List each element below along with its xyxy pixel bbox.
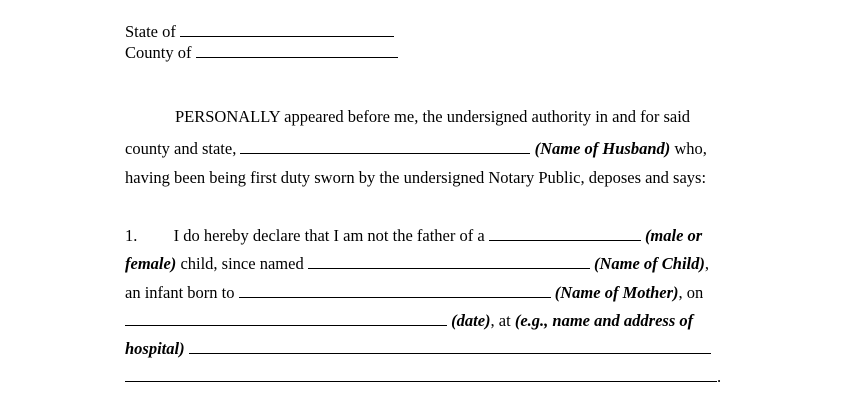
item-text-1a: I do hereby declare that I am not the father of a <box>173 226 485 245</box>
item-text-2d: , <box>704 254 709 273</box>
hospital-hint-1: (e.g., name and address of <box>514 311 694 330</box>
hospital-hint-2: hospital) <box>125 339 185 358</box>
county-line <box>125 43 398 63</box>
item-line-4 <box>125 311 693 331</box>
child-name-field[interactable] <box>308 254 590 269</box>
item-line-6 <box>125 367 721 387</box>
hospital-field-1[interactable] <box>189 339 711 354</box>
gender-hint-1: (male or <box>644 226 703 245</box>
gender-field[interactable] <box>489 226 641 241</box>
gender-hint-2: female) <box>125 254 177 273</box>
item-line-3 <box>125 283 703 303</box>
state-field[interactable] <box>180 22 394 37</box>
husband-name-hint: (Name of Husband) <box>534 139 671 158</box>
item-line-1 <box>125 226 702 246</box>
birth-date-field[interactable] <box>125 311 447 326</box>
item-text-3c: , on <box>678 283 704 302</box>
county-field[interactable] <box>196 43 398 58</box>
intro-line-2 <box>125 139 707 159</box>
item-number: 1. <box>125 226 138 245</box>
intro-text-2c: who, <box>674 139 707 158</box>
intro-text-3: having been being first duty sworn by the undersigned Notary Public, deposes and says: <box>125 168 707 187</box>
intro-text-1: PERSONALLY appeared before me, the undersigned authority in and for said <box>175 107 691 126</box>
state-line <box>125 22 394 42</box>
intro-text-2a: county and state, <box>125 139 237 158</box>
item-text-3a: an infant born to <box>125 283 235 302</box>
mother-name-hint: (Name of Mother) <box>554 283 679 302</box>
date-hint: (date) <box>451 311 491 330</box>
item-line-5 <box>125 339 711 359</box>
item-text-2b: child, since named <box>180 254 304 273</box>
item-text-6-end: . <box>717 367 722 386</box>
intro-line-3 <box>125 168 706 188</box>
husband-name-field[interactable] <box>240 139 530 154</box>
child-name-hint: (Name of Child) <box>593 254 705 273</box>
hospital-field-2[interactable] <box>125 367 717 382</box>
state-label: State of <box>125 22 176 41</box>
item-line-2 <box>125 254 709 274</box>
item-text-4b: , at <box>490 311 511 330</box>
intro-line-1 <box>175 107 690 127</box>
mother-name-field[interactable] <box>239 283 551 298</box>
county-label: County of <box>125 43 192 62</box>
